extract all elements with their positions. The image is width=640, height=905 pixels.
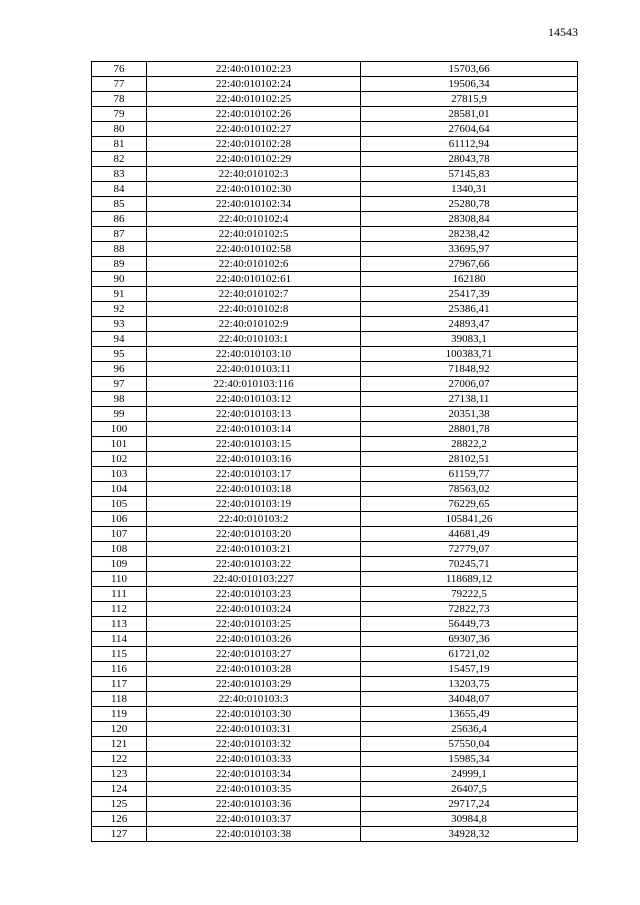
value-cell: 56449,73: [361, 617, 578, 632]
row-number-cell: 76: [92, 62, 147, 77]
table-row: [92, 242, 578, 257]
row-number-cell: 94: [92, 332, 147, 347]
row-number-cell: 100: [92, 422, 147, 437]
value-cell: 71848,92: [361, 362, 578, 377]
value-cell: 26407,5: [361, 782, 578, 797]
value-cell: 79222,5: [361, 587, 578, 602]
row-number-cell: 127: [92, 827, 147, 842]
cadastral-number-cell: 22:40:010103:26: [147, 632, 361, 647]
row-number-cell: 103: [92, 467, 147, 482]
table-row: [92, 422, 578, 437]
cadastral-number-cell: 22:40:010103:38: [147, 827, 361, 842]
table-row: [92, 92, 578, 107]
table-body: [92, 62, 578, 842]
cadastral-number-cell: 22:40:010102:30: [147, 182, 361, 197]
table-row: [92, 677, 578, 692]
cadastral-number-cell: 22:40:010102:61: [147, 272, 361, 287]
cadastral-number-cell: 22:40:010103:19: [147, 497, 361, 512]
row-number-cell: 105: [92, 497, 147, 512]
table-row: [92, 272, 578, 287]
table-row: [92, 212, 578, 227]
cadastral-number-cell: 22:40:010103:24: [147, 602, 361, 617]
table-row: [92, 692, 578, 707]
value-cell: 72779,07: [361, 542, 578, 557]
table-row: [92, 767, 578, 782]
cadastral-number-cell: 22:40:010103:12: [147, 392, 361, 407]
row-number-cell: 88: [92, 242, 147, 257]
cadastral-number-cell: 22:40:010103:17: [147, 467, 361, 482]
value-cell: 15703,66: [361, 62, 578, 77]
cadastral-number-cell: 22:40:010103:36: [147, 797, 361, 812]
cadastral-number-cell: 22:40:010103:15: [147, 437, 361, 452]
cadastral-number-cell: 22:40:010103:31: [147, 722, 361, 737]
cadastral-number-cell: 22:40:010102:58: [147, 242, 361, 257]
table-row: [92, 182, 578, 197]
value-cell: 34928,32: [361, 827, 578, 842]
row-number-cell: 80: [92, 122, 147, 137]
row-number-cell: 102: [92, 452, 147, 467]
cadastral-number-cell: 22:40:010103:11: [147, 362, 361, 377]
table-row: [92, 287, 578, 302]
value-cell: 27967,66: [361, 257, 578, 272]
table-row: [92, 257, 578, 272]
cadastral-number-cell: 22:40:010103:3: [147, 692, 361, 707]
table-row: [92, 437, 578, 452]
value-cell: 57145,83: [361, 167, 578, 182]
table-row: [92, 722, 578, 737]
cadastral-number-cell: 22:40:010103:16: [147, 452, 361, 467]
table-row: [92, 812, 578, 827]
value-cell: 27006,07: [361, 377, 578, 392]
row-number-cell: 120: [92, 722, 147, 737]
value-cell: 30984,8: [361, 812, 578, 827]
value-cell: 28308,84: [361, 212, 578, 227]
cadastral-number-cell: 22:40:010103:34: [147, 767, 361, 782]
row-number-cell: 106: [92, 512, 147, 527]
table-row: [92, 827, 578, 842]
cadastral-number-cell: 22:40:010103:21: [147, 542, 361, 557]
value-cell: 69307,36: [361, 632, 578, 647]
cadastral-number-cell: 22:40:010102:9: [147, 317, 361, 332]
table-row: [92, 167, 578, 182]
table-row: [92, 62, 578, 77]
row-number-cell: 109: [92, 557, 147, 572]
cadastral-number-cell: 22:40:010103:10: [147, 347, 361, 362]
value-cell: 28238,42: [361, 227, 578, 242]
row-number-cell: 98: [92, 392, 147, 407]
row-number-cell: 110: [92, 572, 147, 587]
value-cell: 27604,64: [361, 122, 578, 137]
cadastral-number-cell: 22:40:010103:116: [147, 377, 361, 392]
cadastral-number-cell: 22:40:010102:34: [147, 197, 361, 212]
table-row: [92, 647, 578, 662]
value-cell: 13203,75: [361, 677, 578, 692]
table-row: [92, 467, 578, 482]
value-cell: 61159,77: [361, 467, 578, 482]
row-number-cell: 90: [92, 272, 147, 287]
table-row: [92, 707, 578, 722]
table-row: [92, 797, 578, 812]
row-number-cell: 112: [92, 602, 147, 617]
row-number-cell: 121: [92, 737, 147, 752]
table-row: [92, 392, 578, 407]
page-number: 14543: [548, 25, 578, 39]
cadastral-number-cell: 22:40:010103:13: [147, 407, 361, 422]
row-number-cell: 97: [92, 377, 147, 392]
table-row: [92, 227, 578, 242]
value-cell: 118689,12: [361, 572, 578, 587]
row-number-cell: 113: [92, 617, 147, 632]
table-row: [92, 662, 578, 677]
value-cell: 27815,9: [361, 92, 578, 107]
cadastral-number-cell: 22:40:010102:7: [147, 287, 361, 302]
cadastral-number-cell: 22:40:010103:22: [147, 557, 361, 572]
value-cell: 24893,47: [361, 317, 578, 332]
cadastral-number-cell: 22:40:010103:33: [147, 752, 361, 767]
row-number-cell: 104: [92, 482, 147, 497]
row-number-cell: 93: [92, 317, 147, 332]
cadastral-number-cell: 22:40:010103:29: [147, 677, 361, 692]
table-row: [92, 782, 578, 797]
row-number-cell: 91: [92, 287, 147, 302]
cadastral-value-table: [91, 61, 578, 842]
value-cell: 28581,01: [361, 107, 578, 122]
table-row: [92, 332, 578, 347]
cadastral-number-cell: 22:40:010102:5: [147, 227, 361, 242]
table-row: [92, 137, 578, 152]
row-number-cell: 87: [92, 227, 147, 242]
table-row: [92, 557, 578, 572]
value-cell: 24999,1: [361, 767, 578, 782]
cadastral-number-cell: 22:40:010103:35: [147, 782, 361, 797]
row-number-cell: 123: [92, 767, 147, 782]
cadastral-number-cell: 22:40:010102:25: [147, 92, 361, 107]
cadastral-number-cell: 22:40:010102:6: [147, 257, 361, 272]
value-cell: 25386,41: [361, 302, 578, 317]
cadastral-number-cell: 22:40:010102:23: [147, 62, 361, 77]
row-number-cell: 116: [92, 662, 147, 677]
cadastral-number-cell: 22:40:010103:27: [147, 647, 361, 662]
row-number-cell: 96: [92, 362, 147, 377]
row-number-cell: 117: [92, 677, 147, 692]
cadastral-number-cell: 22:40:010102:8: [147, 302, 361, 317]
table-row: [92, 407, 578, 422]
value-cell: 57550,04: [361, 737, 578, 752]
value-cell: 28043,78: [361, 152, 578, 167]
value-cell: 28822,2: [361, 437, 578, 452]
table-row: [92, 587, 578, 602]
value-cell: 15457,19: [361, 662, 578, 677]
table-row: [92, 572, 578, 587]
table-row: [92, 197, 578, 212]
row-number-cell: 86: [92, 212, 147, 227]
value-cell: 39083,1: [361, 332, 578, 347]
value-cell: 20351,38: [361, 407, 578, 422]
cadastral-number-cell: 22:40:010103:25: [147, 617, 361, 632]
cadastral-number-cell: 22:40:010103:28: [147, 662, 361, 677]
cadastral-number-cell: 22:40:010103:1: [147, 332, 361, 347]
table-row: [92, 737, 578, 752]
row-number-cell: 108: [92, 542, 147, 557]
row-number-cell: 114: [92, 632, 147, 647]
table-row: [92, 617, 578, 632]
row-number-cell: 89: [92, 257, 147, 272]
table-row: [92, 317, 578, 332]
row-number-cell: 78: [92, 92, 147, 107]
table-row: [92, 542, 578, 557]
table-row: [92, 512, 578, 527]
value-cell: 33695,97: [361, 242, 578, 257]
cadastral-number-cell: 22:40:010102:3: [147, 167, 361, 182]
value-cell: 162180: [361, 272, 578, 287]
value-cell: 70245,71: [361, 557, 578, 572]
table-row: [92, 602, 578, 617]
table-row: [92, 302, 578, 317]
value-cell: 44681,49: [361, 527, 578, 542]
value-cell: 61721,02: [361, 647, 578, 662]
row-number-cell: 95: [92, 347, 147, 362]
row-number-cell: 107: [92, 527, 147, 542]
value-cell: 13655,49: [361, 707, 578, 722]
cadastral-number-cell: 22:40:010102:26: [147, 107, 361, 122]
cadastral-number-cell: 22:40:010103:20: [147, 527, 361, 542]
row-number-cell: 122: [92, 752, 147, 767]
value-cell: 27138,11: [361, 392, 578, 407]
table-row: [92, 362, 578, 377]
table-row: [92, 482, 578, 497]
value-cell: 100383,71: [361, 347, 578, 362]
value-cell: 28102,51: [361, 452, 578, 467]
row-number-cell: 81: [92, 137, 147, 152]
value-cell: 19506,34: [361, 77, 578, 92]
value-cell: 25417,39: [361, 287, 578, 302]
cadastral-number-cell: 22:40:010103:37: [147, 812, 361, 827]
cadastral-number-cell: 22:40:010102:27: [147, 122, 361, 137]
value-cell: 25636,4: [361, 722, 578, 737]
cadastral-number-cell: 22:40:010103:23: [147, 587, 361, 602]
table-row: [92, 497, 578, 512]
row-number-cell: 84: [92, 182, 147, 197]
cadastral-number-cell: 22:40:010103:18: [147, 482, 361, 497]
row-number-cell: 85: [92, 197, 147, 212]
value-cell: 15985,34: [361, 752, 578, 767]
row-number-cell: 83: [92, 167, 147, 182]
value-cell: 105841,26: [361, 512, 578, 527]
table-row: [92, 347, 578, 362]
row-number-cell: 119: [92, 707, 147, 722]
cadastral-number-cell: 22:40:010103:2: [147, 512, 361, 527]
cadastral-number-cell: 22:40:010103:32: [147, 737, 361, 752]
table-row: [92, 527, 578, 542]
cadastral-number-cell: 22:40:010102:29: [147, 152, 361, 167]
table-row: [92, 122, 578, 137]
row-number-cell: 115: [92, 647, 147, 662]
cadastral-number-cell: 22:40:010103:227: [147, 572, 361, 587]
value-cell: 78563,02: [361, 482, 578, 497]
row-number-cell: 126: [92, 812, 147, 827]
row-number-cell: 125: [92, 797, 147, 812]
value-cell: 61112,94: [361, 137, 578, 152]
table-row: [92, 452, 578, 467]
row-number-cell: 99: [92, 407, 147, 422]
value-cell: 76229,65: [361, 497, 578, 512]
value-cell: 28801,78: [361, 422, 578, 437]
value-cell: 34048,07: [361, 692, 578, 707]
value-cell: 25280,78: [361, 197, 578, 212]
table-row: [92, 107, 578, 122]
row-number-cell: 118: [92, 692, 147, 707]
cadastral-number-cell: 22:40:010103:30: [147, 707, 361, 722]
table-row: [92, 752, 578, 767]
value-cell: 29717,24: [361, 797, 578, 812]
table-row: [92, 377, 578, 392]
table-row: [92, 152, 578, 167]
row-number-cell: 101: [92, 437, 147, 452]
row-number-cell: 92: [92, 302, 147, 317]
value-cell: 72822,73: [361, 602, 578, 617]
row-number-cell: 82: [92, 152, 147, 167]
table-row: [92, 632, 578, 647]
row-number-cell: 124: [92, 782, 147, 797]
value-cell: 1340,31: [361, 182, 578, 197]
cadastral-number-cell: 22:40:010103:14: [147, 422, 361, 437]
cadastral-number-cell: 22:40:010102:4: [147, 212, 361, 227]
table-row: [92, 77, 578, 92]
row-number-cell: 111: [92, 587, 147, 602]
row-number-cell: 79: [92, 107, 147, 122]
cadastral-number-cell: 22:40:010102:24: [147, 77, 361, 92]
row-number-cell: 77: [92, 77, 147, 92]
cadastral-number-cell: 22:40:010102:28: [147, 137, 361, 152]
